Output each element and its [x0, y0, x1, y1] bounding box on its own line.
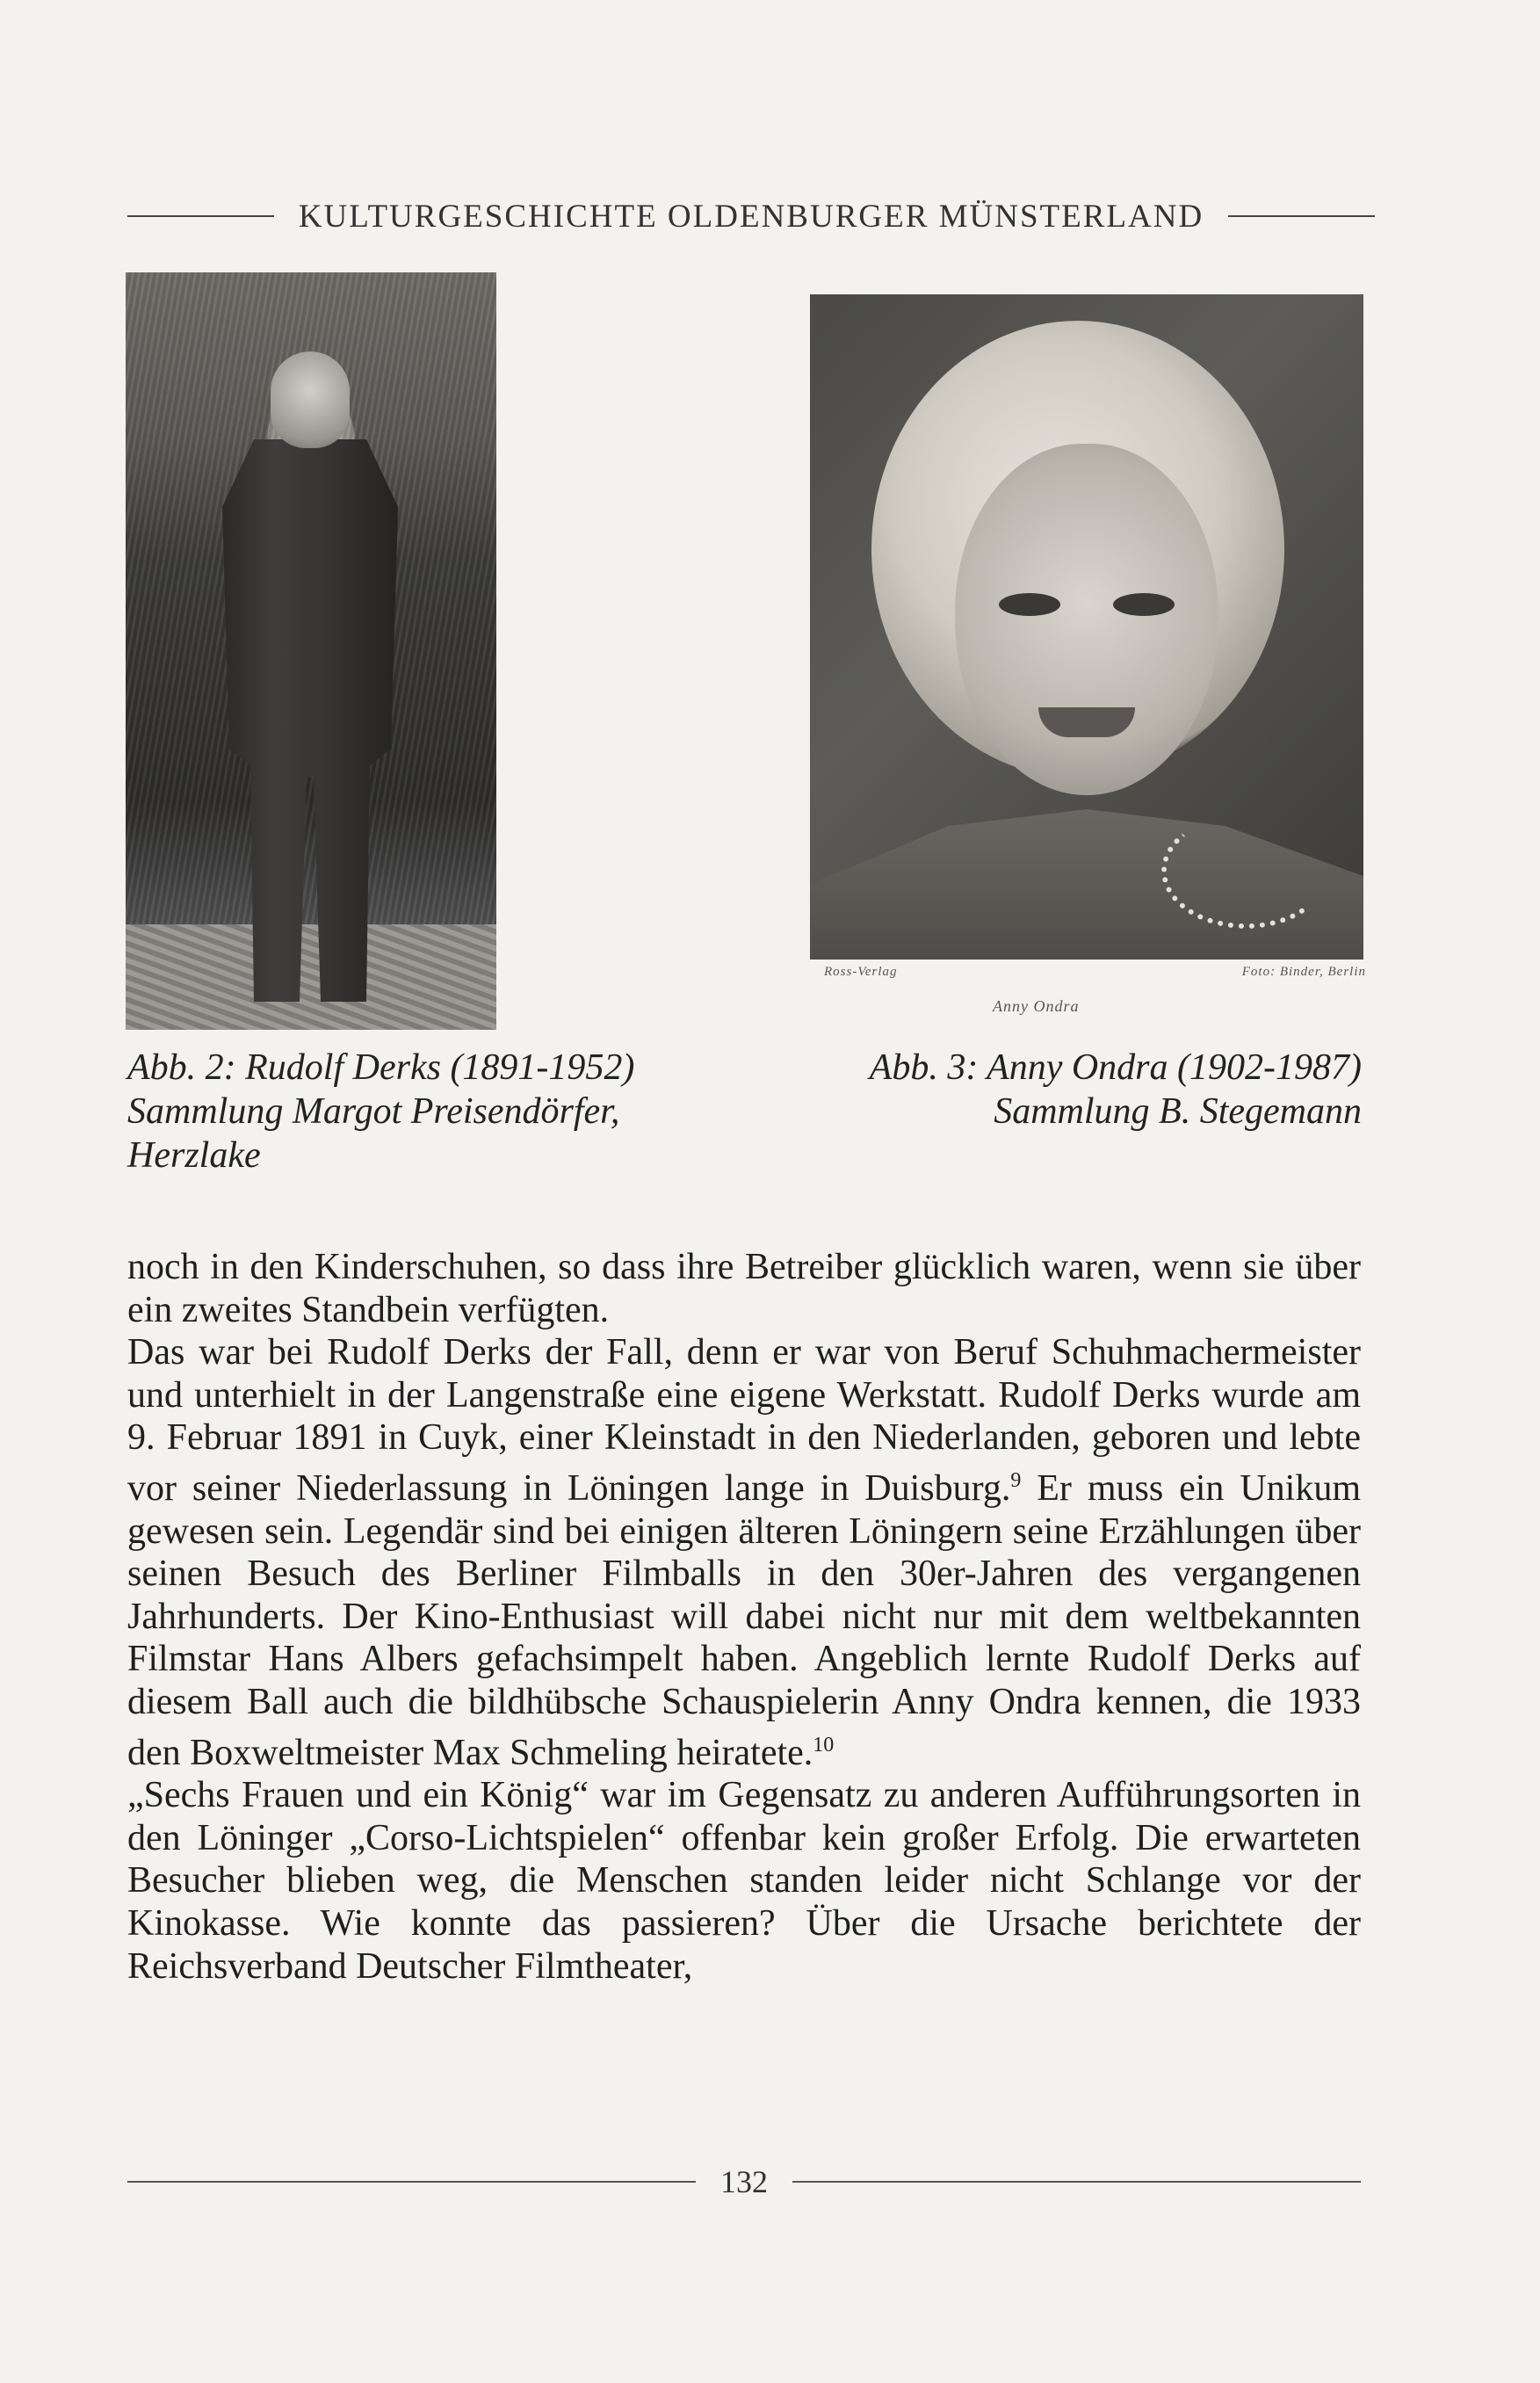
- body-text: [127, 1246, 1361, 1988]
- header-rule-left: [127, 215, 274, 217]
- paragraph-3: „Sechs Frauen und ein König“ war im Gegensatz zu anderen Aufführungsorten in den Löninger „Corso-Lichtspielen“ offenbar kein großer Erfolg. Die erwarteten Besucher blieben weg, die Menschen standen leider nicht Schlange vor der Kinokasse. Wie konnte das passieren? Über die Ursache berichtete der Reichsverband Deutscher Filmtheater,: [127, 1775, 1361, 1987]
- photo-rudolf-derks: [126, 272, 496, 1030]
- caption-abb-3-line2: Sammlung B. Stegemann: [994, 1091, 1362, 1132]
- caption-abb-2-line3: Herzlake: [127, 1135, 261, 1176]
- caption-abb-2-line2: Sammlung Margot Preisendörfer,: [127, 1091, 620, 1132]
- footer-rule-left: [127, 2181, 696, 2183]
- caption-abb-3-line1: Abb. 3: Anny Ondra (1902-1987): [869, 1047, 1362, 1088]
- photo-credit-photographer: Foto: Binder, Berlin: [1241, 965, 1366, 979]
- footnote-ref-10: 10: [813, 1733, 835, 1756]
- paragraph-2: Das war bei Rudolf Derks der Fall, denn er war von Beruf Schuhmachermeister und unterhielt in der Langenstraße eine eigene Werkstatt. Rudolf Derks wurde am 9. Februar 1891 in Cuyk, einer Kleinstadt in den Niederlanden, geboren und lebte vor seiner Niederlassung in Löningen lange in Duisburg.$^9$ Er muss ein Unikum gewesen sein. Legendär sind bei einigen älteren Löningern seine Erzählungen über seinen Besuch des Berliner Filmballs in den 30er-Jahren des vergangenen Jahrhunderts. Der Kino-Enthusiast will dabei nicht nur mit dem weltbekannten Filmstar Hans Albers gefachsimpelt haben. Angeblich lernte Rudolf Derks auf diesem Ball auch die bildhübsche Schauspielerin Anny Ondra kennen, die 1933 den Boxweltmeister Max Schmeling heiratete.$^{10}$: [127, 1332, 1361, 1773]
- header-rule-right: [1228, 215, 1375, 217]
- photo-anny-ondra: [810, 294, 1363, 960]
- photo-credit-name: Anny Ondra: [993, 997, 1080, 1015]
- paragraph-1: noch in den Kinderschuhen, so dass ihre Betreiber glücklich waren, wenn sie über ein zweites Standbein verfügten.: [127, 1247, 1361, 1330]
- caption-abb-2-line1: Abb. 2: Rudolf Derks (1891-1952): [127, 1047, 635, 1088]
- footer-rule-right: [792, 2181, 1361, 2183]
- caption-abb-3: [773, 1046, 1362, 1134]
- caption-abb-2: [127, 1046, 634, 1177]
- page-number: 132: [720, 2164, 768, 2199]
- running-header: [127, 192, 1375, 241]
- photo-credit-publisher: Ross-Verlag: [824, 965, 898, 979]
- header-title: KULTURGESCHICHTE OLDENBURGER MÜNSTERLAND: [298, 198, 1204, 235]
- footnote-ref-9: 9: [1010, 1468, 1022, 1492]
- page-footer: [127, 2160, 1361, 2204]
